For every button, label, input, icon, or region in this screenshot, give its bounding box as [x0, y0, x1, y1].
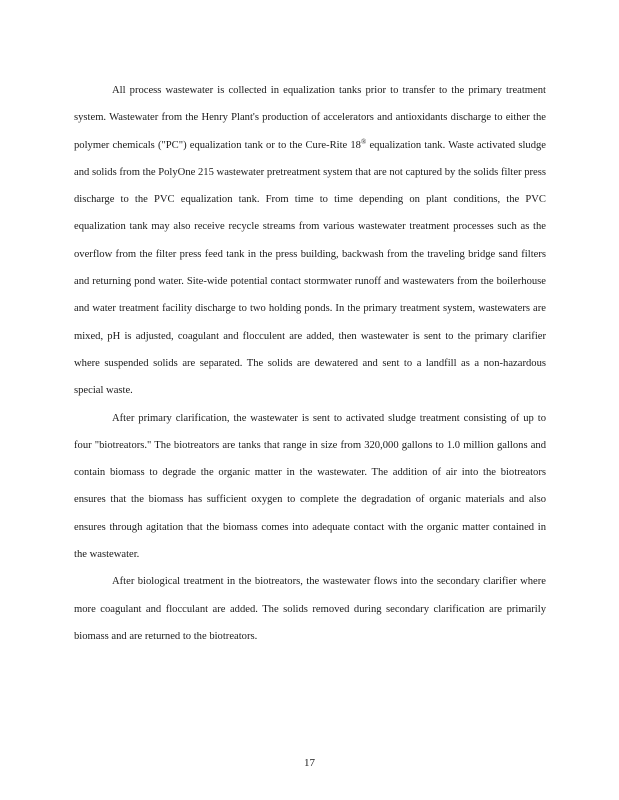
paragraph-activated-sludge: After primary clarification, the wastewater is sent to activated sludge treatment consisting of up to four "biotreators." The biotreators are tanks that range in size from 320,000 gallons to 1.0 million gallons and contain biomass to degrade the organic matter in the wastewater. The addition of air into the biotreators ensures that the biomass has sufficient oxygen to complete the degradation of organic materials and also ensures through agitation that the biomass comes into adequate contact with the organic matter contained in the wastewater.	[74, 412, 546, 561]
paragraph-equalization	[74, 77, 546, 405]
page-number: 17	[304, 757, 315, 769]
paragraph-equalization-text-start: All process wastewater is collected in equalization tanks prior to transfer to the primary treatment system. Wastewater from the Henry Plant's production of accelerators and antioxidants discharge to either the polymer chemicals ("PC") equalization tank or to the Cure-Rite 18	[74, 85, 546, 151]
document-body	[74, 77, 546, 650]
paragraph-secondary-clarifier: After biological treatment in the biotreators, the wastewater flows into the secondary clarifier where more coagulant and flocculant are added. The solids removed during secondary clarification are primarily biomass and are returned to the biotreators.	[74, 576, 546, 642]
registered-trademark-mark: ®	[360, 137, 367, 146]
paragraph-equalization-text-end: equalization tank. Waste activated sludge and solids from the PolyOne 215 wastewater pretreatment system that are not captured by the solids filter press discharge to the PVC equalization tank. From time to time depending on plant conditions, the PVC equalization tank may also receive recycle streams from various wastewater treatment processes such as the overflow from the filter press feed tank in the press building, backwash from the traveling bridge sand filters and returning pond water. Site-wide potential contact stormwater runoff and wastewaters from the boilerhouse and water treatment facility discharge to two holding ponds. In the primary treatment system, wastewaters are mixed, pH is adjusted, coagulant and flocculent are added, then wastewater is sent to the primary clarifier where suspended solids are separated. The solids are dewatered and sent to a landfill as a non-hazardous special waste.	[74, 139, 546, 397]
